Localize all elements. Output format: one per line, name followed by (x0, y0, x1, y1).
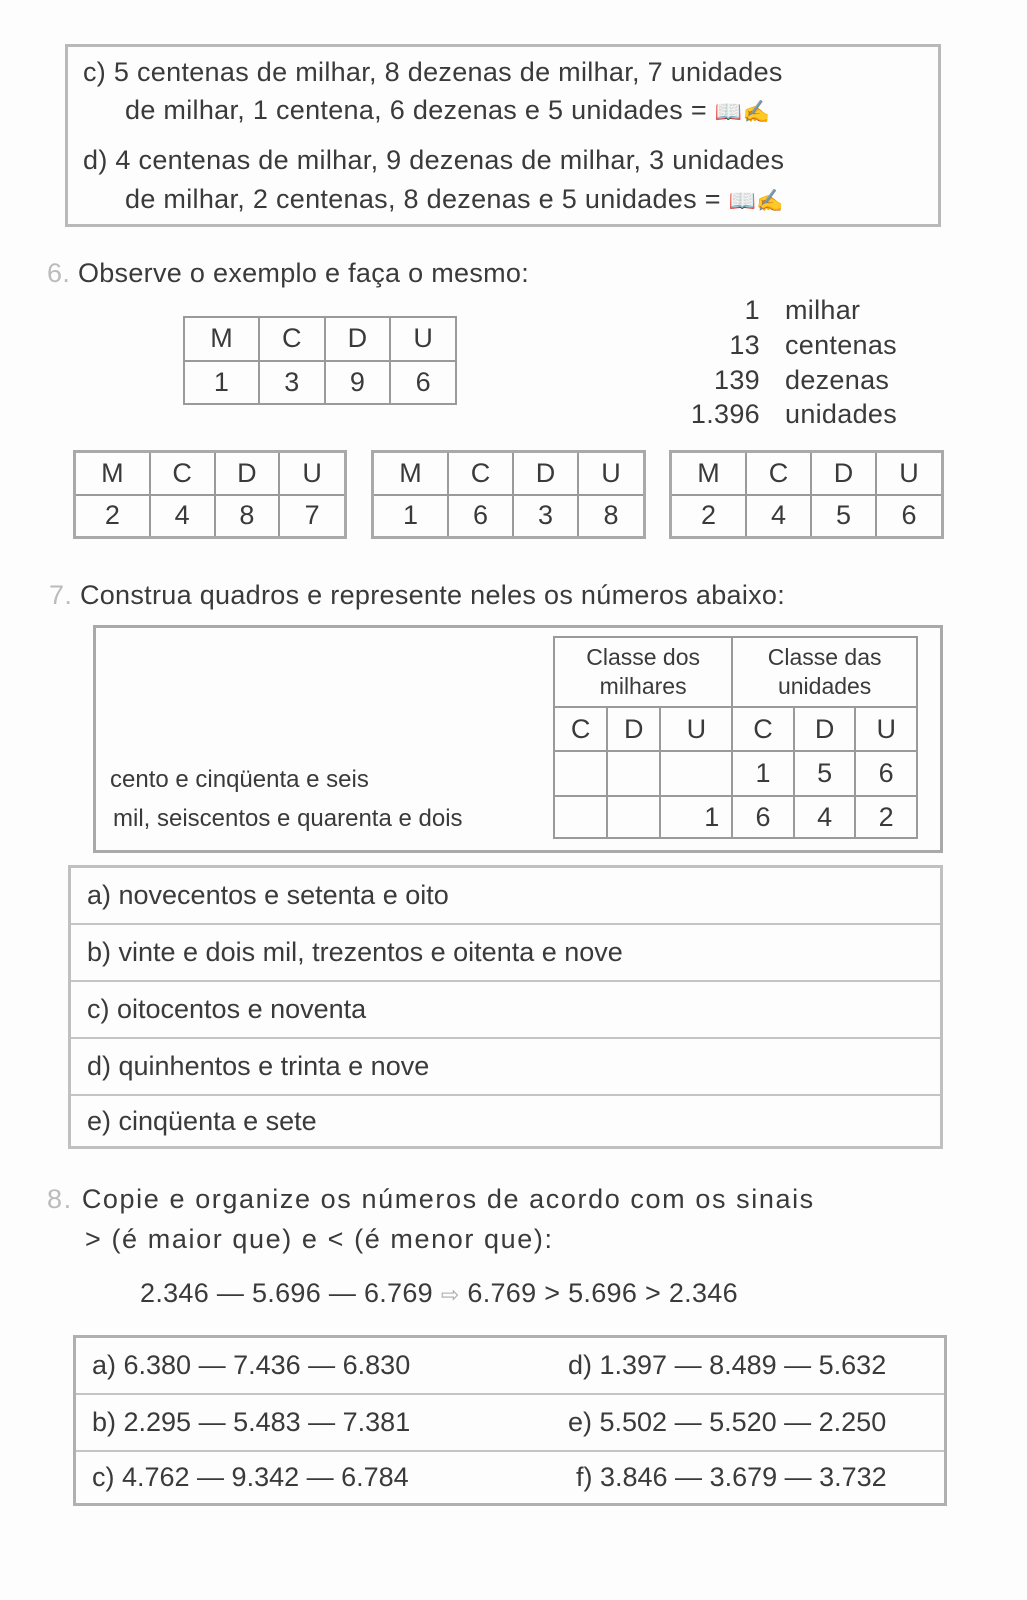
example-left: 2.346 — 5.696 — 6.769 (140, 1278, 434, 1308)
header-cell: M (184, 317, 259, 361)
cell (607, 751, 660, 796)
cell (607, 796, 660, 838)
breakdown-word: milhar (785, 295, 861, 325)
book-icon: 📖 (728, 188, 757, 213)
header-cell: D (325, 317, 391, 361)
header-cell: U (390, 317, 456, 361)
question-number: 6. (47, 258, 71, 288)
header-cell: D (811, 452, 876, 495)
q5-c-text: de milhar, 1 centena, 6 dezenas e 5 unidades = (125, 95, 715, 125)
cell: 7 (279, 495, 345, 538)
question-text: Observe o exemplo e faça o mesmo: (77, 258, 530, 288)
question-text: Copie e organize os números de acordo com os sinais (81, 1184, 815, 1214)
list-item: d) 1.397 — 8.489 — 5.632 (568, 1350, 887, 1380)
q8-example (140, 1278, 738, 1309)
cell (554, 796, 607, 838)
exercise-table-3 (669, 450, 944, 539)
header-cell: D (513, 452, 578, 495)
row-label: mil, seiscentos e quarenta e dois (113, 805, 463, 832)
list-item: b) 2.295 — 5.483 — 7.381 (92, 1407, 411, 1437)
cell: 9 (325, 361, 391, 405)
col-header: U (660, 707, 732, 751)
col-header: D (607, 707, 660, 751)
cell: 4 (794, 796, 856, 838)
col-header: D (794, 707, 856, 751)
q8-items-box (73, 1335, 947, 1506)
q5-box (65, 44, 941, 227)
list-item: a) 6.380 — 7.436 — 6.830 (92, 1350, 411, 1380)
exercise-table-1 (73, 450, 347, 539)
pencil-icon: ✍ (742, 99, 771, 124)
list-item: d) quinhentos e trinta e nove (71, 1039, 940, 1096)
row-label: cento e cinqüenta e seis (110, 766, 369, 793)
header-cell: C (746, 452, 811, 495)
breakdown-number: 1 (744, 295, 760, 325)
q5-d-line1: d) 4 centenas de milhar, 9 dezenas de milhar, 3 unidades (83, 145, 785, 175)
class-table (553, 636, 918, 839)
col-header: C (554, 707, 607, 751)
q7-items-box (68, 865, 943, 1149)
class-header: Classe dos milhares (554, 637, 732, 707)
cell: 1 (660, 796, 732, 838)
header-cell: U (279, 452, 345, 495)
list-row (76, 1452, 944, 1503)
q8-heading (47, 1184, 815, 1215)
breakdown-number: 13 (729, 330, 760, 360)
cell: 4 (150, 495, 215, 538)
breakdown-word: dezenas (785, 365, 890, 395)
cell: 3 (513, 495, 578, 538)
cell: 2 (855, 796, 917, 838)
header-cell: M (373, 452, 449, 495)
q6-heading (47, 258, 529, 289)
arrow-icon: ⇨ (440, 1282, 460, 1307)
header-cell: D (215, 452, 280, 495)
cell: 2 (671, 495, 747, 538)
cell (660, 751, 732, 796)
list-item: a) novecentos e setenta e oito (71, 868, 940, 925)
q5-d-text: de milhar, 2 centenas, 8 dezenas e 5 unidades = (125, 184, 729, 214)
class-header: Classe das unidades (732, 637, 917, 707)
cell: 1 (732, 751, 794, 796)
header-cell: C (259, 317, 325, 361)
breakdown-number: 139 (714, 365, 760, 395)
header-cell: C (150, 452, 215, 495)
cell: 6 (855, 751, 917, 796)
list-row (76, 1395, 944, 1452)
example-table (183, 316, 457, 405)
cell: 6 (732, 796, 794, 838)
list-item: c) 4.762 — 9.342 — 6.784 (92, 1462, 409, 1492)
list-item: b) vinte e dois mil, trezentos e oitenta e nove (71, 925, 940, 982)
example-right: 6.769 > 5.696 > 2.346 (467, 1278, 738, 1308)
cell: 5 (811, 495, 876, 538)
pencil-icon: ✍ (756, 188, 784, 213)
cell: 8 (578, 495, 645, 538)
col-header: C (732, 707, 794, 751)
header-cell: C (448, 452, 513, 495)
cell (554, 751, 607, 796)
question-text-line2: > (é maior que) e < (é menor que): (85, 1224, 554, 1254)
question-number: 8. (47, 1184, 73, 1214)
cell: 6 (448, 495, 513, 538)
list-row (76, 1338, 944, 1395)
header-cell: U (578, 452, 645, 495)
list-item: e) 5.502 — 5.520 — 2.250 (568, 1407, 887, 1437)
q5-d-line2 (125, 184, 784, 215)
list-item: e) cinqüenta e sete (87, 1105, 317, 1136)
header-cell: U (876, 452, 943, 495)
list-item: f) 3.846 — 3.679 — 3.732 (576, 1462, 887, 1492)
cell: 1 (373, 495, 449, 538)
cell: 4 (746, 495, 811, 538)
breakdown-word: unidades (785, 399, 897, 429)
cell: 5 (794, 751, 856, 796)
cell: 1 (184, 361, 259, 405)
cell: 3 (259, 361, 325, 405)
breakdown-word: centenas (785, 330, 897, 360)
list-item: c) oitocentos e noventa (71, 982, 940, 1039)
cell: 8 (215, 495, 280, 538)
cell: 2 (75, 495, 150, 538)
q7-heading (49, 580, 785, 611)
q5-c-line2 (125, 95, 770, 126)
breakdown-number: 1.396 (690, 399, 760, 429)
question-number: 7. (49, 580, 73, 610)
header-cell: M (671, 452, 747, 495)
cell: 6 (390, 361, 456, 405)
question-text: Construa quadros e represente neles os números abaixo: (79, 580, 786, 610)
book-icon: 📖 (714, 99, 743, 124)
exercise-table-2 (371, 450, 646, 539)
q5-c-line1: c) 5 centenas de milhar, 8 dezenas de milhar, 7 unidades (83, 57, 783, 87)
header-cell: M (75, 452, 150, 495)
col-header: U (855, 707, 917, 751)
cell: 6 (876, 495, 943, 538)
